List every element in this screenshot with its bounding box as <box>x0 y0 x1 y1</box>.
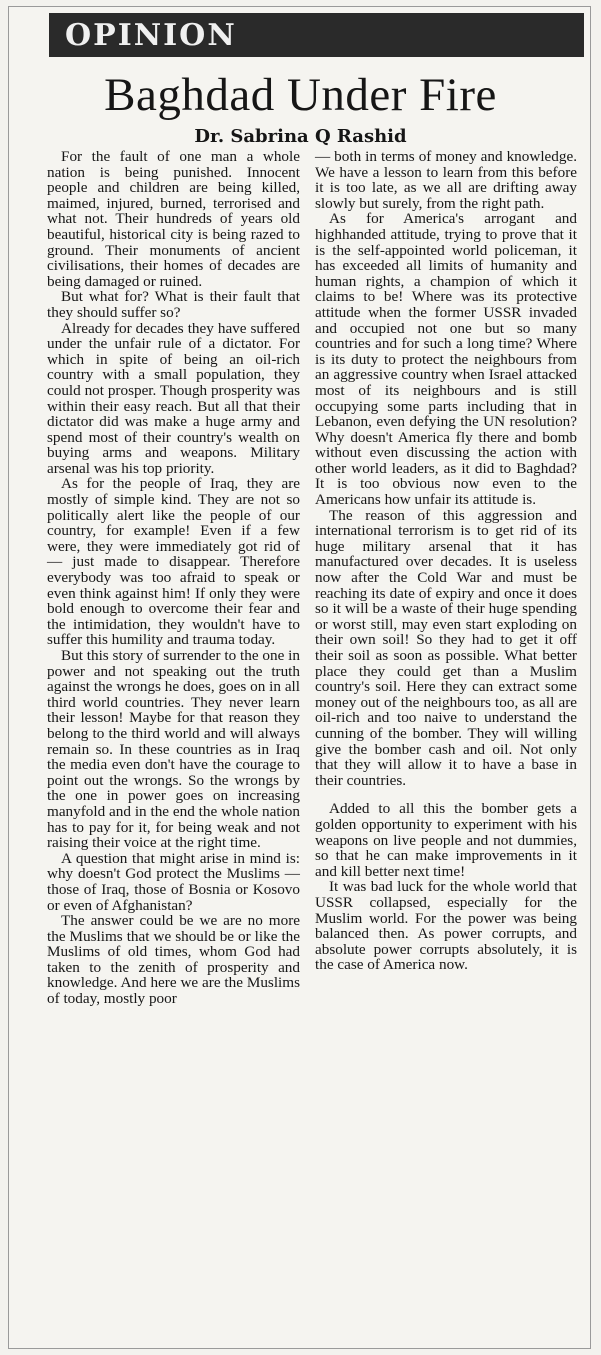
section-banner <box>49 13 584 57</box>
paragraph: Already for decades they have suffered under the unfair rule of a dictator. For which in spite of being an oil-rich country with a small population, they could not prosper. Though prosperity was within their easy reach. But all that their dictator did was make a huge army and spend most of their country's wealth on buying arms and weapons. Military arsenal was his top priority. <box>47 319 300 477</box>
left-column <box>47 149 300 1007</box>
paragraph: For the fault of one man a whole nation is being punished. Innocent people and children are being killed, maimed, injured, burned, terrorised and what not. Their hundreds of years old beautiful, historical city is being razed to ground. Their monuments of ancient civilisations, their homes of decades are being damaged or ruined. <box>47 148 300 290</box>
paragraph: The answer could be we are no more the Muslims that we should be or like the Muslims of old times, whom God had taken to the zenith of prosperity and knowledge. And here we are the Muslims of today, mostly poor <box>47 912 300 1008</box>
paragraph: As for the people of Iraq, they are mostly of simple kind. They are not so politically alert like the people of our country, for example! Even if a few were, they were immediately got rid of — just made to disappear. Therefore everybody was too afraid to speak or even think against him! If only they were bold enough to overcome their fear and the intimidation, they wouldn't have to suffer this humility and trauma today. <box>47 475 300 649</box>
paragraph: — both in terms of money and knowledge. We have a lesson to learn from this before it is too late, as we all are drifting away slowly but surely, from the right path. <box>315 148 577 212</box>
paragraph: Added to all this the bomber gets a golden opportunity to experiment with his weapons on live people and not dummies, so that he can make improvements in it and kill better next time! <box>315 800 577 880</box>
section-label: OPINION <box>65 17 237 53</box>
paragraph: It was bad luck for the whole world that USSR collapsed, especially for the Muslim world. For the power was being balanced then. As power corrupts, and absolute power corrupts absolutely, it is the case of America now. <box>315 878 577 974</box>
paragraph: But what for? What is their fault that they should suffer so? <box>47 288 300 321</box>
right-column <box>315 149 577 973</box>
newspaper-clipping <box>8 6 591 1349</box>
article-byline: Dr. Sabrina Q Rashid <box>194 126 407 147</box>
paragraph: A question that might arise in mind is: why doesn't God protect the Muslims — those of Iraq, those of Bosnia or Kosovo or even of Afghanistan? <box>47 849 300 914</box>
paragraph: But this story of surrender to the one in power and not speaking out the truth against the wrongs he does, goes on in all third world countries. They never learn their lesson! Maybe for that reason they belong to the third world and will always remain so. In these countries as in Iraq the media even don't have the courage to point out the wrongs. So the wrongs by the one in power goes on increasing manyfold and in the end the whole nation has to pay for it, for being weak and not raising their voice at the right time. <box>47 647 300 852</box>
paragraph: As for America's arrogant and highhanded attitude, trying to prove that it is the self-appointed world policeman, it has exceeded all limits of humanity and human rights, a champion of which it claims to be! Where was its protective attitude when the former USSR invaded and occupied not one but so many countries and for such a long time? Where is its duty to protect the neighbours from an aggressive country when Israel attacked most of its neighbours and is still occupying some parts including that in Lebanon, even defying the UN resolution? Why doesn't America fly there and bomb without even discussing the action with other world leaders, as it did to Baghdad? It is too obvious now even to the Americans how unfair its attitude is. <box>315 210 577 509</box>
article-headline: Baghdad Under Fire <box>104 69 497 121</box>
paragraph: The reason of this aggression and international terrorism is to get rid of its huge military arsenal that it has manufactured over decades. It is useless now after the Cold War and must be reaching its date of expiry and once it does so it will be a waste of their huge spending or worst still, may even start exploding on their own soil! So they had to get it off their soil as soon as possible. What better place they could get than a Muslim country's soil. Here they can extract some money out of the neighbours too, as all are oil-rich and too naive to understand the cunning of the bomber. They will willing give the bomber cash and oil. Not only that they will allow it to have a base in their countries. <box>315 506 577 789</box>
